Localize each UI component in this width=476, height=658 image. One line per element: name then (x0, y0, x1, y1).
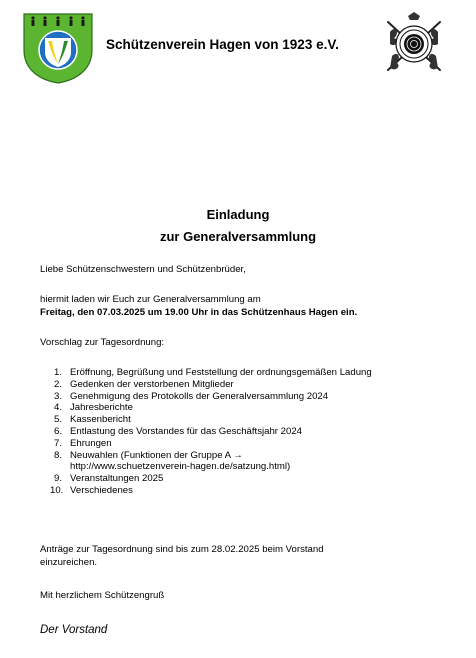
motions-deadline-line1: Anträge zur Tagesordnung sind bis zum 28.02.2025 beim Vorstand (40, 544, 324, 555)
greeting: Liebe Schützenschwestern und Schützenbrüder, (40, 264, 246, 275)
agenda-item (40, 438, 372, 450)
motions-deadline-line2: einzureichen. (40, 557, 98, 568)
agenda-item-number: 8. (54, 449, 63, 461)
agenda-item-number: 10. (50, 484, 64, 496)
agenda-item-number: 7. (54, 437, 63, 449)
closing-greeting: Mit herzlichem Schützengruß (40, 590, 165, 601)
agenda-item (40, 367, 372, 379)
meeting-date-line: Freitag, den 07.03.2025 um 19.00 Uhr in das Schützenhaus Hagen ein. (40, 307, 358, 318)
target-emblem-logo (382, 12, 446, 76)
agenda-item-continuation (40, 461, 372, 473)
agenda-heading: Vorschlag zur Tagesordnung: (40, 337, 165, 348)
signature: Der Vorstand (40, 624, 108, 636)
agenda-item-number: 5. (54, 414, 63, 426)
club-name: Schützenverein Hagen von 1923 e.V. (106, 37, 339, 52)
agenda-item (40, 485, 372, 497)
agenda-item-number: 4. (54, 402, 63, 414)
agenda-item-text: Ehrungen (70, 437, 112, 449)
agenda-item-text: Veranstaltungen 2025 (70, 473, 164, 485)
statute-link-text: http://www.schuetzenverein-hagen.de/satzung.html) (70, 461, 291, 473)
agenda-item (40, 426, 372, 438)
letterhead (0, 0, 476, 90)
agenda-item-text: Genehmigung des Protokolls der Generalversammlung 2024 (70, 390, 329, 402)
agenda-list (40, 367, 372, 497)
agenda-item (40, 402, 372, 414)
agenda-item-text: Gedenken der verstorbenen Mitglieder (70, 378, 234, 390)
agenda-item-text: Jahresberichte (70, 402, 133, 414)
agenda-item-text: Kassenbericht (70, 414, 131, 426)
agenda-item-number: 6. (54, 425, 63, 437)
agenda-item-text: Verschiedenes (70, 484, 133, 496)
agenda-item-text: Entlastung des Vorstandes für das Geschäftsjahr 2024 (70, 425, 302, 437)
agenda-item (40, 414, 372, 426)
agenda-item (40, 473, 372, 485)
agenda-item (40, 391, 372, 403)
document-subtitle: zur Generalversammlung (159, 229, 317, 244)
club-crest-logo (20, 12, 96, 84)
agenda-item (40, 450, 372, 462)
document-title: Einladung (206, 207, 270, 222)
agenda-item-number: 1. (54, 367, 63, 378)
agenda-item-number: 3. (54, 390, 63, 402)
agenda-item-text: Eröffnung, Begrüßung und Feststellung der ordnungsgemäßen Ladung (70, 367, 372, 378)
agenda-item-number: 9. (54, 473, 63, 485)
intro-text: hiermit laden wir Euch zur Generalversammlung am (40, 294, 261, 305)
agenda-item-text: Neuwahlen (Funktionen der Gruppe A → (70, 449, 243, 461)
agenda-item (40, 379, 372, 391)
agenda-item-number: 2. (54, 378, 63, 390)
